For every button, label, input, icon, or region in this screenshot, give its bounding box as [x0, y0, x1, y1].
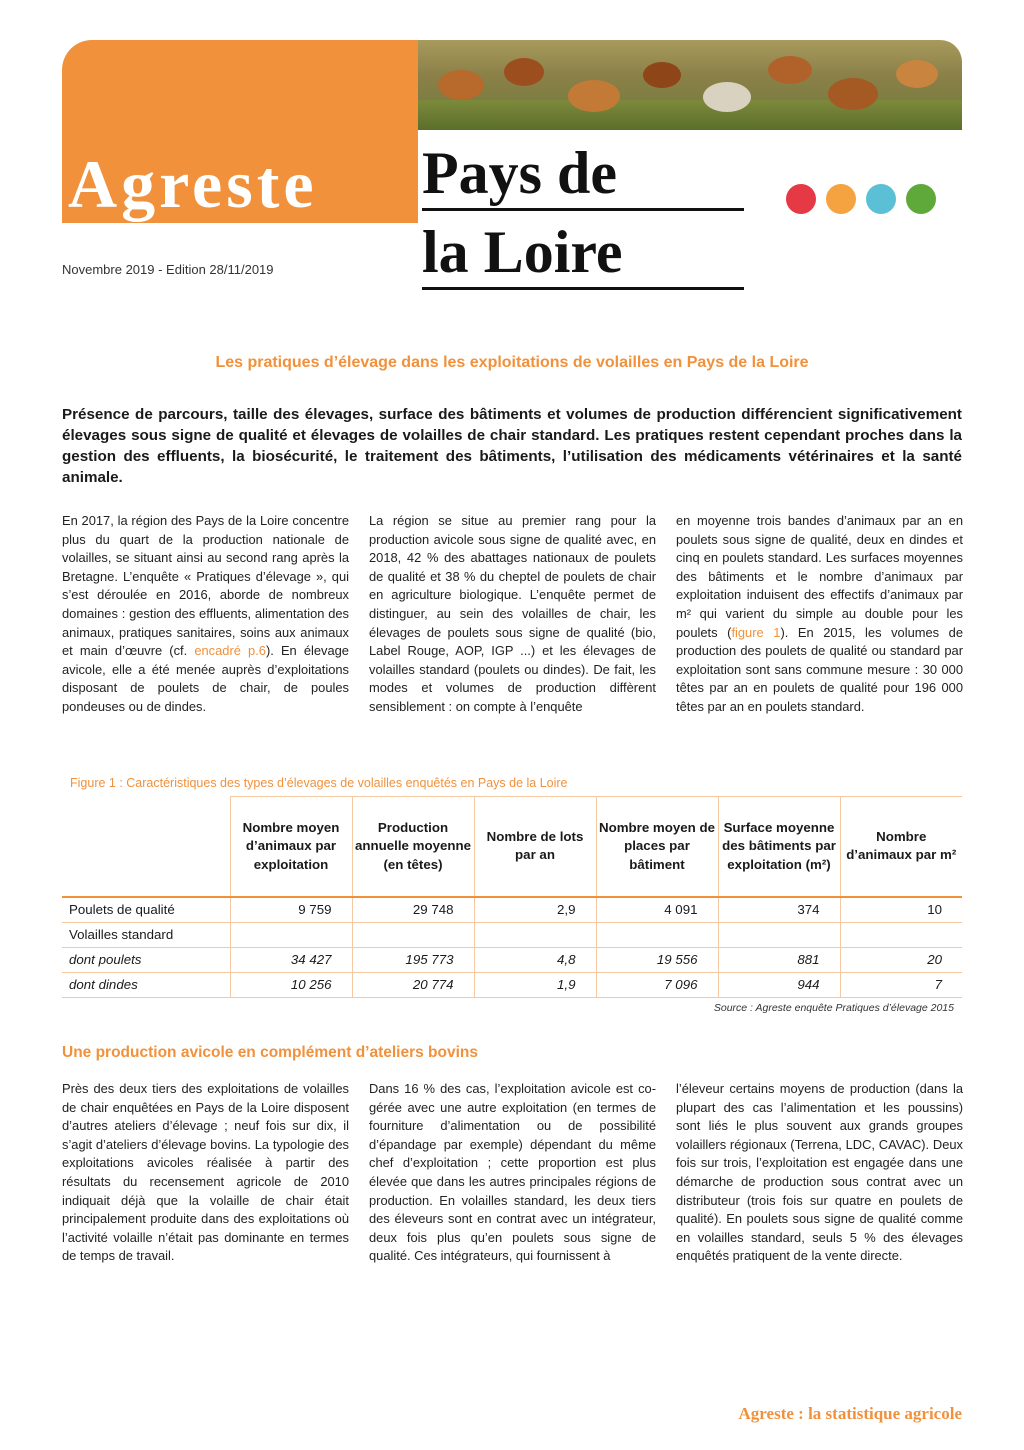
figure-link[interactable]: figure 1 — [731, 624, 781, 640]
row-label: dont poulets — [62, 947, 230, 972]
column-header: Production annuelle moyenne (en têtes) — [352, 797, 474, 897]
table-cell: 944 — [718, 972, 840, 997]
table-cell: 34 427 — [230, 947, 352, 972]
intro-col1-text-a: En 2017, la région des Pays de la Loire concentre plus du quart de la production nationale de volailles, se situant ainsi au second rang après la Bretagne. L’enquête « Pratiques d’élevage », qui s’est déroulée en 2016, aborde de nombreux domaines : gestion des effluents, alimentation des animaux, pratiques sanitaires, soins aux animaux et main d’œuvre (cf. — [62, 513, 349, 659]
footer-tagline: Agreste : la statistique agricole — [738, 1404, 962, 1423]
table-cell: 29 748 — [352, 897, 474, 923]
row-label: dont dindes — [62, 972, 230, 997]
table-cell: 1,9 — [474, 972, 596, 997]
intro-column-3 — [676, 512, 963, 717]
table-row — [62, 947, 962, 972]
hen-image — [568, 80, 620, 112]
column-header: Nombre moyen d’animaux par exploitation — [230, 797, 352, 897]
hen-image — [828, 78, 878, 110]
table-cell: 10 256 — [230, 972, 352, 997]
table-cell: 19 556 — [596, 947, 718, 972]
region-title-line2: la Loire — [422, 217, 744, 290]
section2-column-3: l’éleveur certains moyens de production (dans la plupart des cas l’alimentation et les poussins) sont liés le plus souvent aux grands groupes volaillers régionaux (Terrena, LDC, CAVAC). Deux fois sur trois, l’exploitation est engagée dans une démarche de production sous contrat avec un distributeur (trois fois sur quatre en poulets de qualité). En poulets sous signe de qualité comme en volailles standard, seuls 5 % des élevages enquêtés pratiquent de la vente directe. — [676, 1081, 963, 1264]
column-header: Nombre moyen de places par bâtiment — [596, 797, 718, 897]
brand-logo: Agreste — [68, 146, 318, 222]
section2-column-2: Dans 16 % des cas, l’exploitation avicole est co-gérée avec une autre exploitation (en termes de fourniture d’alimentation ou de possibilité d’épandage par exemple) dépendant du même chef d’exploitation ; cette proportion est plus élevée que dans les autres principales régions de production. En volailles standard, les deux tiers des éleveurs sont en contrat avec un intégrateur, deux fois plus qu’en poulets sous signe de qualité. Ces intégrateurs, qui fournissent à — [369, 1081, 656, 1264]
table-cell — [352, 922, 474, 947]
table-cell — [474, 922, 596, 947]
table-cell — [596, 922, 718, 947]
table-row — [62, 972, 962, 997]
table-cell: 2,9 — [474, 897, 596, 923]
table-cell: 9 759 — [230, 897, 352, 923]
table-cell: 4,8 — [474, 947, 596, 972]
table-header-row — [62, 797, 962, 897]
figure-title: Figure 1 : Caractéristiques des types d’élevages de volailles enquêtés en Pays de la Loire — [70, 776, 568, 790]
intro-column-2: La région se situe au premier rang pour la production avicole sous signe de qualité avec, en 2018, 42 % des abattages nationaux de poulets de qualité et 38 % du cheptel de poulets de chair en agriculture biologique. L’enquête permet de distinguer, au sein des volailles de chair, les élevages de poulets sous signe de qualité (bio, Label Rouge, AOP, IGP ...) et les élevages de volailles standard (poulets ou dindes). De fait, les modes et volumes de production diffèrent sensiblement : on compte à l’enquête — [369, 513, 656, 714]
region-title-line1: Pays de — [422, 138, 744, 211]
lead-paragraph: Présence de parcours, taille des élevages, surface des bâtiments et volumes de production différencient significativement élevages sous signe de qualité et élevages de volailles de chair standard. Les pratiques restent cependant proches dans la gestion des effluents, la biosécurité, le traitement des bâtiments, l’utilisation des médicaments vétérinaires et la santé animale. — [62, 406, 962, 486]
table-cell: 195 773 — [352, 947, 474, 972]
column-header: Surface moyenne des bâtiments par exploitation (m²) — [718, 797, 840, 897]
encadre-link[interactable]: encadré p.6 — [194, 643, 266, 659]
orange-dot-icon — [826, 184, 856, 214]
table-cell: 7 096 — [596, 972, 718, 997]
table-cell — [230, 922, 352, 947]
column-header: Nombre d’animaux par m² — [840, 797, 962, 897]
hen-image — [703, 82, 751, 112]
figure-table — [62, 796, 962, 998]
table-cell: 4 091 — [596, 897, 718, 923]
green-dot-icon — [906, 184, 936, 214]
table-cell — [840, 922, 962, 947]
table-row — [62, 897, 962, 923]
intro-col1-text-b: ). En élevage avicole, elle a été menée auprès d’exploitations disposant de poulets de chair, de poules pondeuses ou de dindes. — [62, 643, 349, 714]
table-cell: 10 — [840, 897, 962, 923]
blue-dot-icon — [866, 184, 896, 214]
grass-band — [418, 100, 962, 130]
intro-col3-text-a: en moyenne trois bandes d’animaux par an en poulets sous signe de qualité, deux en dindes et cinq en poulets standard. Les surfaces moyennes des bâtiments et le nombre d’animaux par exploitation induisent des effectifs d’animaux par m² qui varient du simple au double pour les poulets ( — [676, 513, 963, 640]
table-cell: 7 — [840, 972, 962, 997]
page-title: Les pratiques d’élevage dans les exploitations de volailles en Pays de la Loire — [215, 354, 809, 371]
red-dot-icon — [786, 184, 816, 214]
section2-column-1: Près des deux tiers des exploitations de volailles de chair enquêtées en Pays de la Loire disposent d’autres ateliers d’élevage ; neuf fois sur dix, il s’agit d’ateliers d’élevage bovins. La typologie des exploitations avicoles réalisée à partir des résultats du recensement agricole de 2010 indiquait déjà que la volaille de chair était principalement produite dans des exploitations où l’activité volaille n’était pas dominante en termes de temps de travail. — [62, 1081, 349, 1264]
row-label: Volailles standard — [62, 922, 230, 947]
table-cell — [718, 922, 840, 947]
table-cell: 20 774 — [352, 972, 474, 997]
header-photo — [418, 40, 962, 130]
hen-image — [896, 60, 938, 88]
table-cell: 881 — [718, 947, 840, 972]
table-corner — [62, 797, 230, 897]
row-label: Poulets de qualité — [62, 897, 230, 923]
edition-date: Novembre 2019 - Edition 28/11/2019 — [62, 262, 274, 277]
table-row — [62, 922, 962, 947]
table-cell: 20 — [840, 947, 962, 972]
section-title: Une production avicole en complément d’ateliers bovins — [62, 1044, 479, 1061]
figure-source: Source : Agreste enquête Pratiques d’élevage 2015 — [713, 1002, 954, 1014]
hen-image — [438, 70, 484, 100]
hen-image — [768, 56, 812, 84]
intro-col3-text-b: ). En 2015, les volumes de production des poulets de qualité ou standard par exploitation sont sans commune mesure : 30 000 têtes par an en poulets de qualité pour 196 000 têtes par an en poulets standard. — [676, 624, 964, 714]
table-cell: 374 — [718, 897, 840, 923]
intro-column-1 — [62, 512, 349, 717]
hen-image — [643, 62, 681, 88]
column-header: Nombre de lots par an — [474, 797, 596, 897]
hen-image — [504, 58, 544, 86]
brand-block — [62, 40, 418, 223]
region-title — [422, 138, 752, 290]
color-dots — [786, 184, 946, 216]
